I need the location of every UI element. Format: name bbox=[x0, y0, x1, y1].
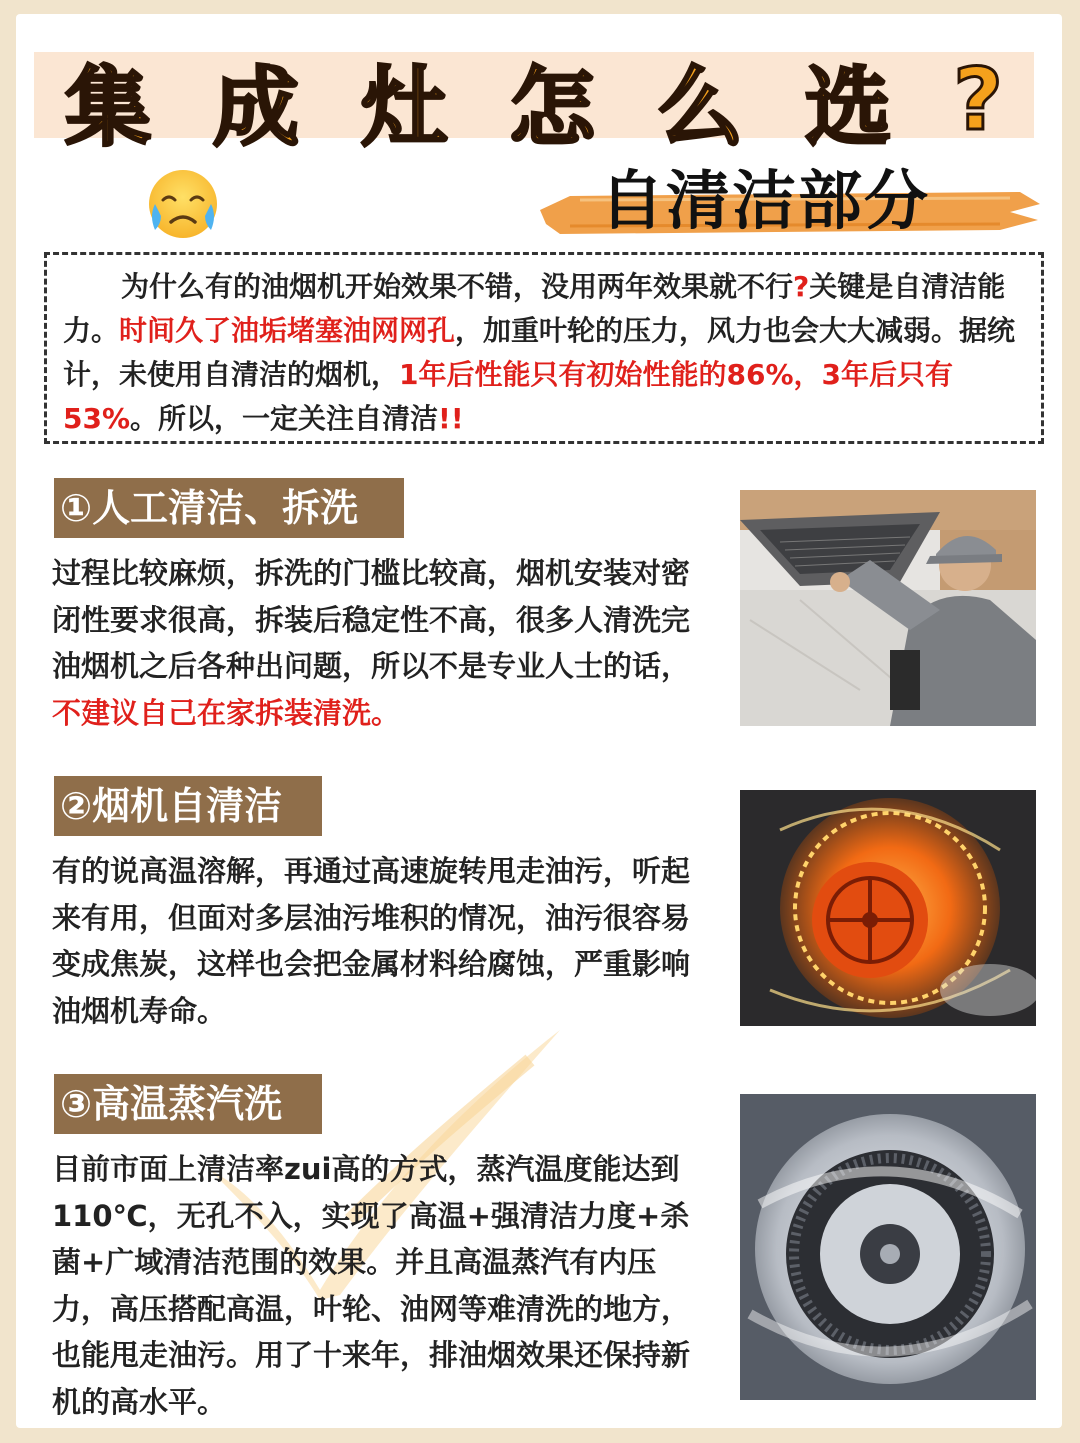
section-text: 过程比较麻烦，拆洗的门槛比较高，烟机安装对密闭性要求很高，拆装后稳定性不高，很多人清洗完油烟机之后各种出问题，所以不是专业人士的话， bbox=[52, 556, 691, 683]
intro-text: 为什么有的油烟机开始效果不错，没用两年效果就不行 bbox=[121, 270, 794, 303]
title-char: 成 bbox=[213, 58, 300, 158]
intro-highlight: 时间久了油垢堵塞油网网孔 bbox=[119, 314, 456, 347]
title-char: ? bbox=[953, 50, 1003, 150]
page-title bbox=[34, 50, 1034, 158]
title-char: 怎 bbox=[509, 58, 596, 158]
title-char: 选 bbox=[805, 58, 892, 158]
intro-highlight: 1年后性能只有初始性能的86%，3年后只有53% bbox=[63, 358, 954, 435]
section-heading: ①人工清洁、拆洗 bbox=[54, 478, 404, 538]
section-body bbox=[52, 848, 702, 1034]
section-text: 目前市面上清洁率zui高的方式，蒸汽温度能达到110℃，无孔不入，实现了高温+强清洁力度+杀菌+广域清洁范围的效果。并且高温蒸汽有内压力，高压搭配高温，叶轮、油网等难清洗的地方，也能甩走油污。用了十来年，排油烟效果还保持新机的高水平。 bbox=[52, 1152, 691, 1419]
fan-impeller-photo bbox=[740, 790, 1036, 1026]
section-text: 有的说高温溶解，再通过高速旋转甩走油污，听起来有用，但面对多层油污堆积的情况，油污很容易变成焦炭，这样也会把金属材料给腐蚀，严重影响油烟机寿命。 bbox=[52, 854, 691, 1028]
crying-face-icon bbox=[145, 166, 221, 242]
section-heading: ③高温蒸汽洗 bbox=[54, 1074, 322, 1134]
title-char: 么 bbox=[657, 58, 744, 158]
intro-text: ，加重叶轮的压力，风力也会大大减弱。据统计，未使用自清洁的烟机， bbox=[63, 314, 1016, 391]
section-body bbox=[52, 1146, 702, 1425]
title-char: 灶 bbox=[361, 58, 448, 158]
intro-text: 。所以，一定关注自清洁 bbox=[130, 402, 439, 435]
title-char: 集 bbox=[65, 58, 151, 158]
section-body bbox=[52, 550, 702, 736]
steam-fan-photo bbox=[740, 1094, 1036, 1400]
intro-text: 关键是自清洁能力。 bbox=[63, 270, 1006, 347]
intro-box bbox=[44, 252, 1044, 444]
question-mark: ? bbox=[793, 270, 810, 303]
section-heading: ②烟机自清洁 bbox=[54, 776, 322, 836]
exclamation-marks: !! bbox=[438, 402, 464, 435]
technician-photo bbox=[740, 490, 1036, 726]
section-highlight: 不建议自己在家拆装清洗。 bbox=[52, 695, 401, 730]
subtitle: 自清洁部分 bbox=[600, 165, 930, 239]
